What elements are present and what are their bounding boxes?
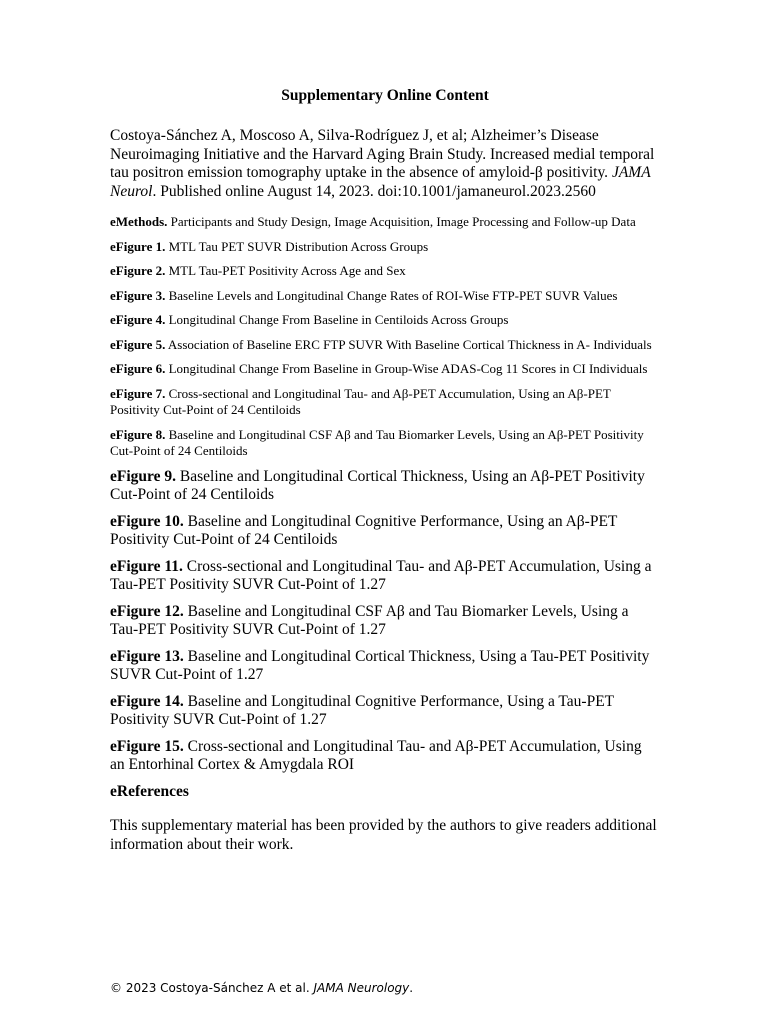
contents-item-text: Association of Baseline ERC FTP SUVR With Baseline Cortical Thickness in A- Individuals: [165, 336, 652, 352]
ereferences-heading: eReferences: [110, 782, 189, 800]
contents-item-label: eMethods.: [110, 214, 168, 229]
contents-item-text: Baseline and Longitudinal Cognitive Performance, Using an Aβ-PET Positivity Cut-Point of 24 Centiloids: [110, 512, 618, 548]
contents-item-efigure-3: [110, 288, 660, 305]
contents-item-efigure-6: [110, 361, 660, 378]
contents-item-text: Cross-sectional and Longitudinal Tau- and Aβ-PET Accumulation, Using an Aβ-PET Positivity Cut-Point of 24 Centiloids: [110, 385, 611, 417]
contents-item-text: Baseline Levels and Longitudinal Change Rates of ROI-Wise FTP-PET SUVR Values: [165, 287, 618, 303]
page-title: Supplementary Online Content: [281, 87, 489, 104]
contents-item-text: MTL Tau PET SUVR Distribution Across Groups: [165, 238, 429, 254]
citation-text: Costoya-Sánchez A, Moscoso A, Silva-Rodríguez J, et al; Alzheimer’s Disease Neuroimaging Initiative and the Harvard Aging Brain Study. Increased medial temporal tau positron emission tomography uptake in the absence of amyloid-β positivity.: [110, 127, 655, 181]
contents-item-text: MTL Tau-PET Positivity Across Age and Sex: [165, 263, 406, 278]
contents-item-efigure-11: [110, 558, 660, 595]
contents-item-text: Cross-sectional and Longitudinal Tau- and Aβ-PET Accumulation, Using an Entorhinal Cortex & Amygdala ROI: [110, 737, 642, 773]
contents-item-efigure-14: [110, 693, 660, 730]
contents-item-label: eFigure 9.: [110, 467, 177, 485]
contents-item-efigure-15: [110, 738, 660, 775]
contents-item-efigure-4: [110, 312, 660, 329]
contents-item-efigure-8: [110, 427, 660, 460]
contents-item-efigure-10: [110, 513, 660, 550]
contents-item-efigure-12: [110, 603, 660, 640]
contents-item-label: eFigure 2.: [110, 263, 166, 278]
contents-item-efigure-7: [110, 386, 660, 419]
contents-item-label: eFigure 7.: [110, 385, 166, 401]
contents-item-label: eFigure 15.: [110, 737, 184, 755]
contents-item-emethods: [110, 214, 660, 231]
footer-suffix: .: [409, 981, 414, 995]
contents-item-text: Cross-sectional and Longitudinal Tau- and Aβ-PET Accumulation, Using a Tau-PET Positivity SUVR Cut-Point of 1.27: [110, 557, 652, 593]
contents-item-efigure-5: [110, 337, 660, 354]
document-page: [110, 86, 660, 854]
contents-item-text: Baseline and Longitudinal Cognitive Performance, Using a Tau-PET Positivity SUVR Cut-Point of 1.27: [110, 692, 614, 728]
contents-item-label: eFigure 6.: [110, 361, 166, 376]
contents-item-text: Baseline and Longitudinal CSF Aβ and Tau Biomarker Levels, Using a Tau-PET Positivity SUVR Cut-Point of 1.27: [110, 602, 629, 638]
footer-copyright: © 2023 Costoya-Sánchez A et al.: [110, 981, 314, 995]
contents-item-text: Longitudinal Change From Baseline in Centiloids Across Groups: [165, 312, 509, 327]
contents-item-efigure-1: [110, 239, 660, 256]
contents-item-label: eFigure 12.: [110, 602, 184, 620]
contents-item-label: eFigure 8.: [110, 426, 166, 442]
contents-item-text: Participants and Study Design, Image Acquisition, Image Processing and Follow-up Data: [167, 214, 636, 229]
footer-journal: JAMA Neurology: [313, 981, 410, 995]
citation-journal: JAMA Neurol: [110, 164, 651, 200]
contents-item-label: eFigure 5.: [110, 336, 166, 352]
contents-item-label: eFigure 4.: [110, 312, 166, 327]
contents-item-text: Baseline and Longitudinal CSF Aβ and Tau Biomarker Levels, Using an Aβ-PET Positivity Cut-Point of 24 Centiloids: [110, 426, 644, 458]
contents-item-label: eFigure 13.: [110, 647, 184, 665]
contents-item-label: eFigure 1.: [110, 238, 166, 254]
citation: [110, 127, 660, 201]
contents-item-label: eFigure 3.: [110, 287, 166, 303]
supplementary-note: This supplementary material has been provided by the authors to give readers additional information about their work.: [110, 817, 657, 853]
citation-publication: . Published online August 14, 2023. doi:10.1001/jamaneurol.2023.2560: [152, 182, 596, 200]
page-footer: [110, 980, 413, 996]
contents-item-text: Baseline and Longitudinal Cortical Thickness, Using an Aβ-PET Positivity Cut-Point of 24 Centiloids: [110, 467, 645, 503]
contents-item-label: eFigure 14.: [110, 692, 184, 710]
contents-item-label: eFigure 10.: [110, 512, 184, 530]
contents-item-text: Baseline and Longitudinal Cortical Thickness, Using a Tau-PET Positivity SUVR Cut-Point of 1.27: [110, 647, 650, 683]
contents-item-efigure-13: [110, 648, 660, 685]
contents-item-label: eFigure 11.: [110, 557, 183, 575]
contents-item-text: Longitudinal Change From Baseline in Group-Wise ADAS-Cog 11 Scores in CI Individuals: [165, 361, 648, 376]
contents-item-efigure-2: [110, 263, 660, 280]
contents-item-efigure-9: [110, 468, 660, 505]
